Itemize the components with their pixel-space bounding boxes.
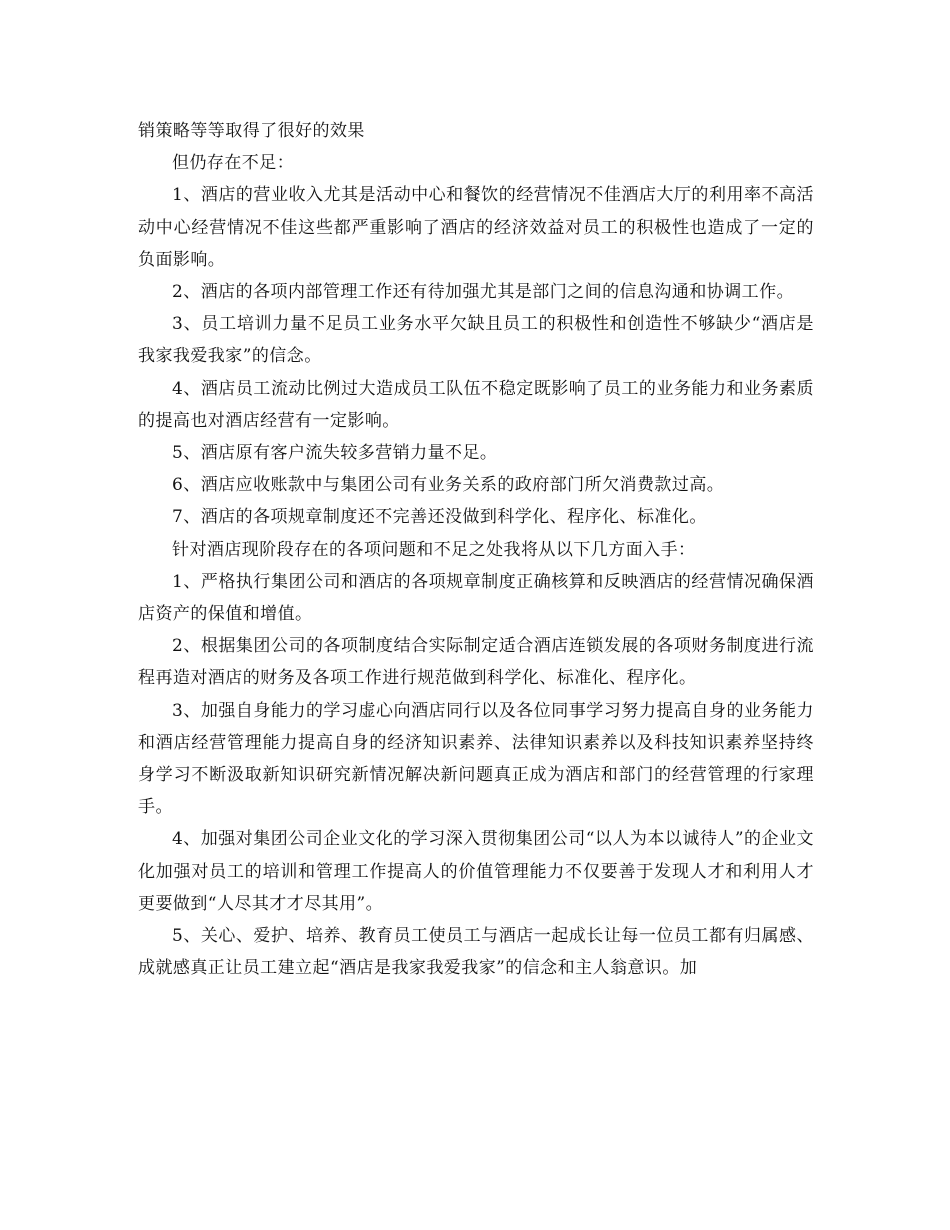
paragraph-shortcoming-7: 7、酒店的各项规章制度还不完善还没做到科学化、程序化、标准化。: [172, 507, 707, 528]
document-body: [138, 115, 814, 984]
paragraph-continuation: 销策略等等取得了很好的效果: [138, 121, 365, 141]
paragraph-shortcoming-6: 6、酒店应收账款中与集团公司有业务关系的政府部门所欠消费款过高。: [172, 475, 725, 496]
paragraph-measure-5: 5、关心、爱护、培养、教育员工使员工与酒店一起成长让每一位员工都有归属感、成就感真正让员工建立起“酒店是我家我爱我家”的信念和主人翁意识。加: [138, 926, 814, 979]
paragraph-shortcoming-1: 1、酒店的营业收入尤其是活动中心和餐饮的经营情况不佳酒店大厅的利用率不高活动中心经营情况不佳这些都严重影响了酒店的经济效益对员工的积极性也造成了一定的负面影响。: [138, 185, 814, 270]
paragraph-shortcoming-3: 3、员工培训力量不足员工业务水平欠缺且员工的积极性和创造性不够缺少“酒店是我家我爱我家”的信念。: [138, 314, 814, 367]
paragraph-measure-3: 3、加强自身能力的学习虚心向酒店同行以及各位同事学习努力提高自身的业务能力和酒店经营管理能力提高自身的经济知识素养、法律知识素养以及科技知识素养坚持终身学习不断汲取新知识研究新情况解决新问题真正成为酒店和部门的经营管理的行家理手。: [138, 700, 814, 818]
paragraph-measure-1: 1、严格执行集团公司和酒店的各项规章制度正确核算和反映酒店的经营情况确保酒店资产的保值和增值。: [138, 571, 814, 625]
paragraph-shortcomings-intro: 但仍存在不足：: [172, 153, 295, 174]
paragraph-shortcoming-5: 5、酒店原有客户流失较多营销力量不足。: [172, 443, 498, 464]
paragraph-measure-4: 4、加强对集团公司企业文化的学习深入贯彻集团公司“以人为本以诚待人”的企业文化加强对员工的培训和管理工作提高人的价值管理能力不仅要善于发现人才和利用人才更要做到“人尽其才才尽其用”。: [138, 829, 814, 914]
paragraph-measure-2: 2、根据集团公司的各项制度结合实际制定适合酒店连锁发展的各项财务制度进行流程再造对酒店的财务及各项工作进行规范做到科学化、标准化、程序化。: [138, 636, 814, 689]
paragraph-shortcoming-2: 2、酒店的各项内部管理工作还有待加强尤其是部门之间的信息沟通和协调工作。: [172, 282, 795, 303]
paragraph-measures-intro: 针对酒店现阶段存在的各项问题和不足之处我将从以下几方面入手：: [172, 539, 696, 560]
paragraph-shortcoming-4: 4、酒店员工流动比例过大造成员工队伍不稳定既影响了员工的业务能力和业务素质的提高也对酒店经营有一定影响。: [138, 378, 814, 431]
